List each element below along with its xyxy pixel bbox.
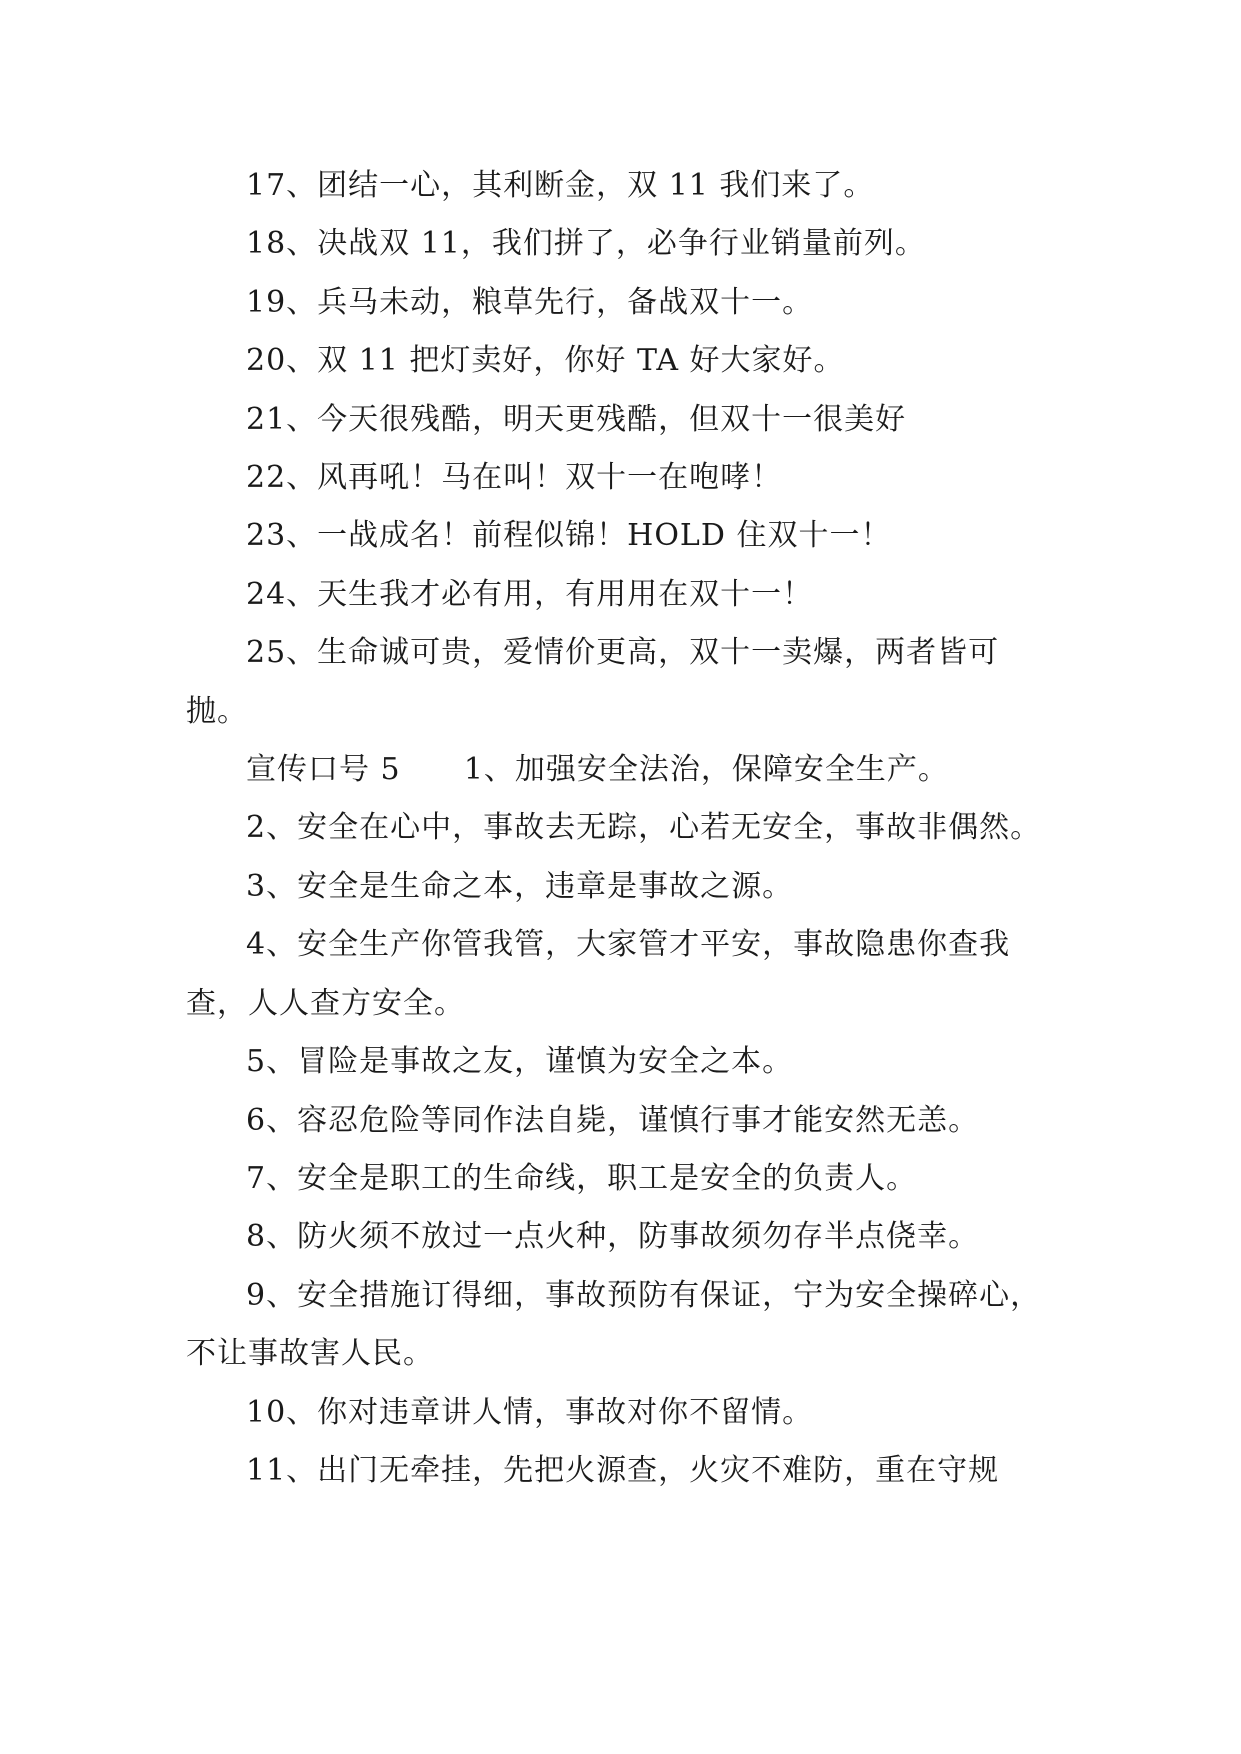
paragraph: 18、决战双 11，我们拼了，必争行业销量前列。 xyxy=(246,226,926,262)
document-body xyxy=(186,157,1048,1500)
paragraph: 22、风再吼！马在叫！双十一在咆哮！ xyxy=(246,460,783,496)
paragraph: 2、安全在心中，事故去无踪，心若无安全，事故非偶然。 xyxy=(246,810,1042,846)
paragraph: 17、团结一心，其利断金，双 11 我们来了。 xyxy=(246,168,875,203)
paragraph: 8、防火须不放过一点火种，防事故须勿存半点侥幸。 xyxy=(246,1219,980,1255)
paragraph: 21、今天很残酷，明天更残酷，但双十一很美好 xyxy=(246,401,907,437)
paragraph: 20、双 11 把灯卖好，你好 TA 好大家好。 xyxy=(246,343,845,379)
paragraph: 6、容忍危险等同作法自毙，谨慎行事才能安然无恙。 xyxy=(246,1102,980,1138)
paragraph: 23、一战成名！前程似锦！HOLD 住双十一！ xyxy=(246,518,892,554)
paragraph: 24、天生我才必有用，有用用在双十一！ xyxy=(246,576,814,612)
paragraph: 11、出门无牵挂，先把火源查，火灾不难防，重在守规 xyxy=(246,1452,1000,1488)
paragraph: 25、生命诚可贵，爱情价更高，双十一卖爆，两者皆可抛。 xyxy=(186,635,1000,729)
paragraph: 19、兵马未动，粮草先行，备战双十一。 xyxy=(246,284,814,320)
paragraph: 5、冒险是事故之友，谨慎为安全之本。 xyxy=(246,1044,794,1080)
paragraph: 3、安全是生命之本，违章是事故之源。 xyxy=(246,868,794,904)
section-heading-paragraph: 宣传口号 5 1、加强安全法治，保障安全生产。 xyxy=(246,752,949,788)
paragraph: 7、安全是职工的生命线，职工是安全的负责人。 xyxy=(246,1160,918,1196)
paragraph: 10、你对违章讲人情，事故对你不留情。 xyxy=(246,1394,814,1430)
paragraph: 4、安全生产你管我管，大家管才平安，事故隐患你查我查，人人查方安全。 xyxy=(186,927,1011,1021)
paragraph: 9、安全措施订得细，事故预防有保证，宁为安全操碎心，不让事故害人民。 xyxy=(186,1277,1042,1372)
